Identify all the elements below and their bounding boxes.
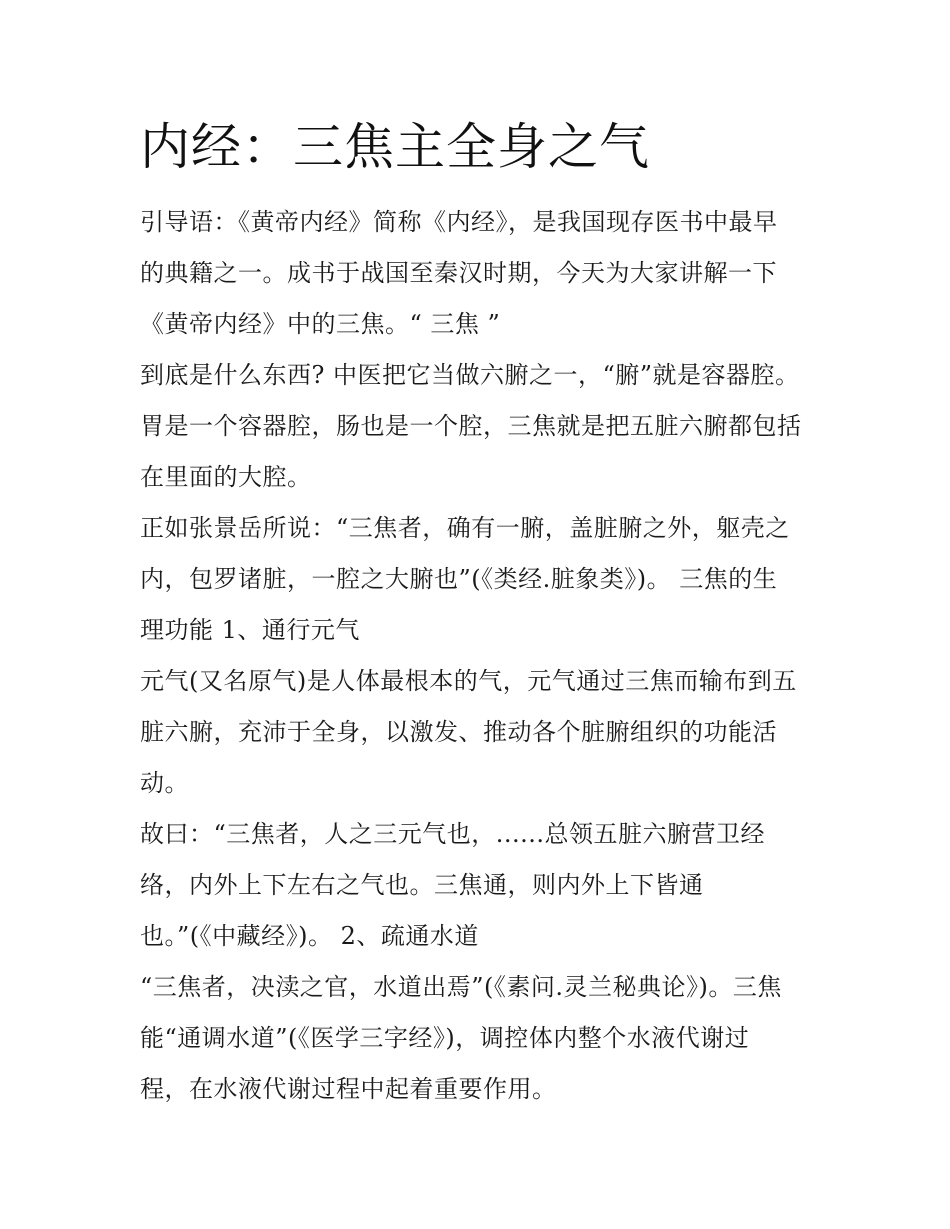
body-text-line: 程，在水液代谢过程中起着重要作用。 — [140, 1075, 557, 1103]
body-text-line: 动。 — [140, 769, 189, 797]
body-text-line: 也。”(《中藏经》)。 2、疏通水道 — [140, 922, 479, 950]
body-text-line: 内，包罗诸脏，一腔之大腑也”(《类经.脏象类》)。 三焦的生 — [140, 565, 778, 593]
document-title: 内经：三焦主全身之气 — [140, 118, 650, 176]
body-text-line: “三焦者，决渎之官，水道出焉”(《素问.灵兰秘典论》)。三焦 — [140, 973, 782, 1001]
body-text-line: 引导语：《黄帝内经》简称《内经》，是我国现存医书中最早 — [140, 208, 778, 236]
body-text-line: 在里面的大腔。 — [140, 463, 312, 491]
body-text-line: 到底是什么东西? 中医把它当做六腑之一，“腑”就是容器腔。 — [140, 361, 800, 389]
body-text-line: 络，内外上下左右之气也。三焦通，则内外上下皆通 — [140, 871, 704, 899]
body-text-line: 脏六腑，充沛于全身，以激发、推动各个脏腑组织的功能活 — [140, 718, 777, 746]
body-text-line: 故曰：“三焦者，人之三元气也，......总领五脏六腑营卫经 — [140, 820, 766, 848]
body-text-line: 能“通调水道”(《医学三字经》)，调控体内整个水液代谢过 — [140, 1024, 750, 1052]
body-text-line: 正如张景岳所说：“三焦者，确有一腑，盖脏腑之外，躯壳之 — [140, 514, 790, 542]
body-text-line: 的典籍之一。成书于战国至秦汉时期，今天为大家讲解一下 — [140, 259, 777, 287]
body-text-line: 《黄帝内经》中的三焦。“ 三焦 ” — [140, 310, 501, 338]
body-text-line: 胃是一个容器腔，肠也是一个腔，三焦就是把五脏六腑都包括 — [140, 412, 802, 440]
body-text-line: 元气(又名原气)是人体最根本的气，元气通过三焦而输布到五 — [140, 667, 797, 695]
body-text-line: 理功能 1、通行元气 — [140, 616, 360, 644]
